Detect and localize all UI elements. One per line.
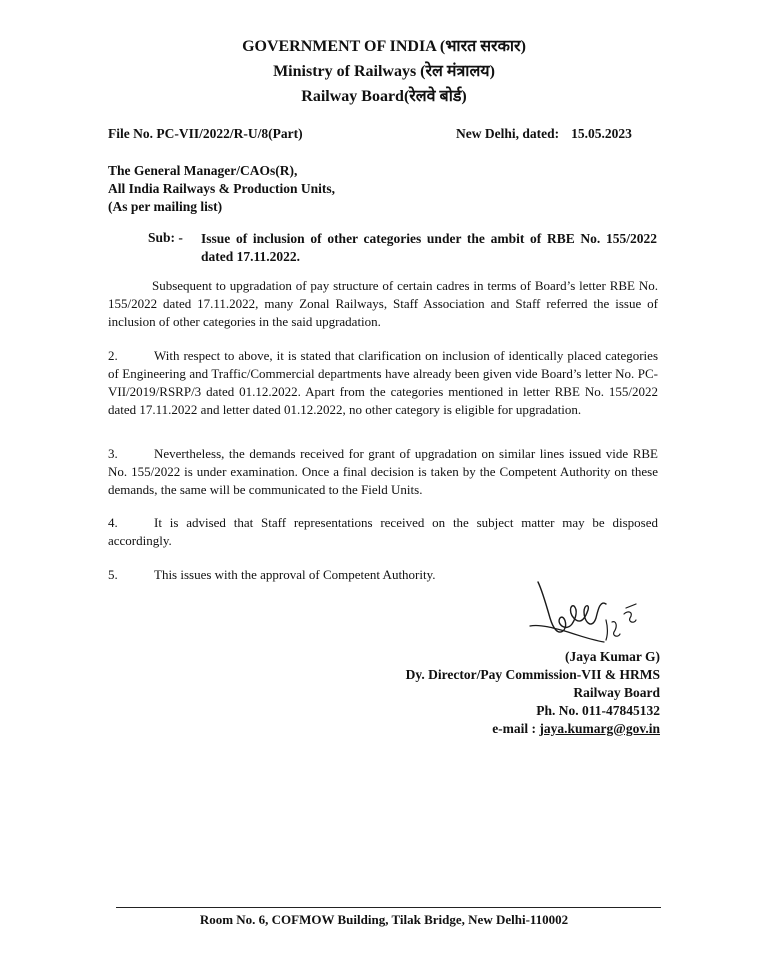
handwritten-signature <box>520 570 650 660</box>
paragraph-text: With respect to above, it is stated that clarification on inclusion of identically placed categories of Engineering and Traffic/Commercial departments have already been given vide Board’s letter No. PC-VII/2019/RSRP/3 dated 01.12.2022. Apart from the categories mentioned in letter RBE No. 155/2022 dated 17.11.2022 and letter dated 01.12.2022, no other category is eligible for upgradation. <box>108 348 658 417</box>
paragraph-number: 3. <box>108 446 118 461</box>
signatory-name: (Jaya Kumar G) <box>565 649 660 664</box>
subject-label: Sub: - <box>148 230 183 245</box>
signatory-email-line <box>406 720 660 738</box>
paragraph-text: This issues with the approval of Competent Authority. <box>154 567 436 582</box>
signatory-office: Railway Board <box>573 685 660 700</box>
paragraph-number: 5. <box>108 567 118 582</box>
subject-text: Issue of inclusion of other categories under the ambit of RBE No. 155/2022 dated 17.11.2022. <box>201 231 657 264</box>
paragraph-text: It is advised that Staff representations received on the subject matter may be disposed accordingly. <box>108 515 658 548</box>
paragraph-4 <box>108 514 658 550</box>
header-board: Railway Board(रेलवे बोर्ड) <box>301 88 467 105</box>
paragraph-number: 4. <box>108 515 118 530</box>
addressee-line: The General Manager/CAOs(R), <box>108 163 298 178</box>
file-number: File No. PC-VII/2022/R-U/8(Part) <box>108 126 303 141</box>
signatory-designation: Dy. Director/Pay Commission-VII & HRMS <box>405 667 660 682</box>
place-label: New Delhi, dated: <box>456 126 560 141</box>
footer-divider <box>116 907 661 908</box>
addressee <box>108 162 335 216</box>
header-government: GOVERNMENT OF INDIA (भारत सरकार) <box>242 38 526 55</box>
paragraph-text: Nevertheless, the demands received for grant of upgradation on similar lines issued vide RBE No. 155/2022 is under examination. Once a final decision is taken by the Competent Authority on these demands, the same will be communicated to the Field Units. <box>108 446 658 497</box>
addressee-line: All India Railways & Production Units, <box>108 181 336 196</box>
signature-block <box>406 648 660 738</box>
footer-address: Room No. 6, COFMOW Building, Tilak Bridge, New Delhi-110002 <box>199 912 569 927</box>
paragraph-number: 2. <box>108 348 118 363</box>
email-link[interactable]: jaya.kumarg@gov.in <box>539 721 660 736</box>
email-label: e-mail : <box>492 721 537 736</box>
addressee-line: (As per mailing list) <box>108 199 223 214</box>
paragraph-3 <box>108 445 658 499</box>
date-line <box>456 126 632 142</box>
paragraph-1 <box>108 277 658 331</box>
paragraph-text: Subsequent to upgradation of pay structure of certain cadres in terms of Board’s letter RBE No. 155/2022 dated 17.11.2022, many Zonal Railways, Staff Association and Staff referred the issue of inclusion of other categories in the said upgradation. <box>108 278 658 329</box>
signatory-phone: Ph. No. 011-47845132 <box>536 703 660 718</box>
paragraph-2 <box>108 347 658 419</box>
letter-date: 15.05.2023 <box>571 126 632 141</box>
header-ministry: Ministry of Railways (रेल मंत्रालय) <box>273 63 495 80</box>
